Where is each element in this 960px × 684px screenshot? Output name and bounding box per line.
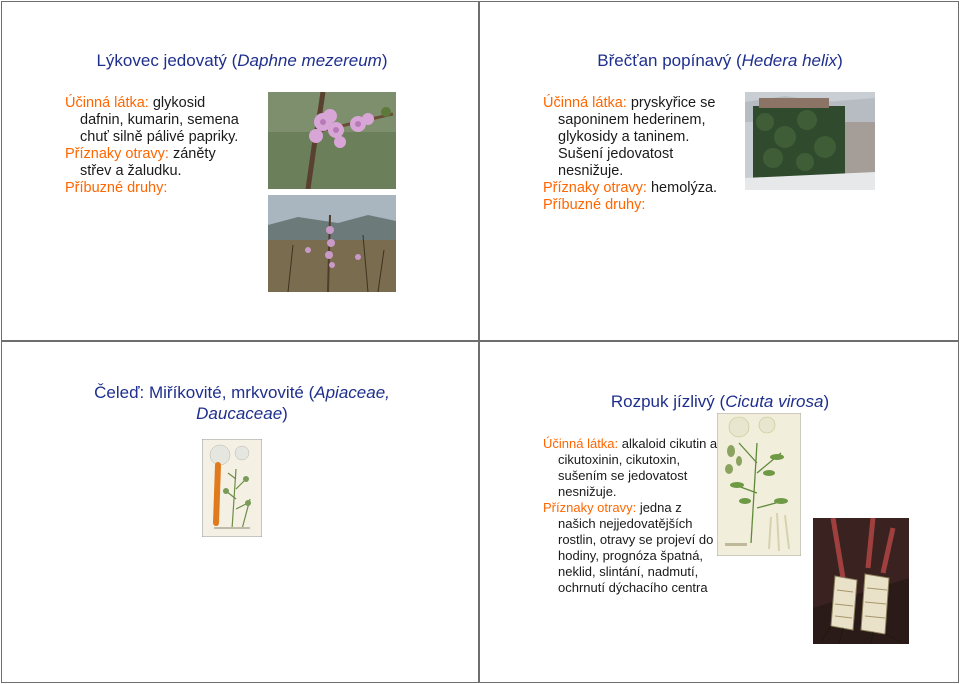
title-text: Rozpuk jízlivý ( (610, 392, 726, 411)
related-label: Příbuzné druhy: (65, 180, 168, 196)
symptoms-text: záněty střev a žaludku. (80, 146, 216, 179)
substance-paragraph (65, 95, 250, 146)
substance-text: alkaloid cikutin a cikutoxinin, cikutoxin, sušením se jedovatost nesnižuje. (558, 436, 718, 499)
daphne-flower-photo (268, 92, 396, 189)
related-paragraph (65, 180, 250, 197)
title-latin: Apiaceae, Daucaceae (196, 383, 390, 423)
title-latin: Hedera helix (741, 51, 838, 70)
ivy-house-photo (745, 92, 875, 190)
slide-apiaceae (1, 341, 479, 683)
related-label: Příbuzné druhy: (543, 197, 646, 213)
substance-text: glykosid dafnin, kumarin, semena chuť silně pálivé papriky. (80, 95, 239, 145)
title-text: Břečťan popínavý ( (597, 51, 742, 70)
slide-title (22, 50, 462, 71)
title-text: Lýkovec jedovatý ( (96, 51, 238, 70)
slide-body (65, 95, 250, 197)
symptoms-text: jedna z našich nejjedovatějších rostlin, otravy se projeví do hodiny, prognóza špatná, neklid, slintání, nadmutí, ochrnutí dýchacího centra (558, 500, 714, 595)
slide-body (543, 95, 723, 214)
substance-label: Účinná látka: (543, 95, 627, 111)
title-text-end: ) (381, 51, 388, 70)
symptoms-paragraph (543, 180, 723, 197)
substance-text: pryskyřice se saponinem hederinem, glykosidy a taninem. Sušení jedovatost nesnižuje. (558, 95, 716, 179)
slide-title (500, 50, 940, 71)
slide-hedera (479, 1, 959, 341)
symptoms-paragraph (65, 146, 250, 180)
slide-body (543, 436, 719, 596)
cicuta-illustration (717, 413, 801, 556)
substance-label: Účinná látka: (543, 436, 619, 451)
daphne-plant-photo (268, 195, 396, 292)
slide-cicuta (479, 341, 959, 683)
related-paragraph (543, 197, 723, 214)
title-latin: Daphne mezereum (237, 51, 382, 70)
title-latin: Cicuta virosa (725, 392, 824, 411)
symptoms-label: Příznaky otravy: (543, 180, 647, 196)
slide-daphne (1, 1, 479, 341)
title-text-end: ) (837, 51, 843, 70)
substance-paragraph (543, 436, 719, 500)
symptoms-label: Příznaky otravy: (543, 500, 637, 515)
title-text-end: ) (282, 404, 288, 423)
substance-label: Účinná látka: (65, 95, 149, 111)
cicuta-root-photo (813, 518, 909, 644)
slide-title (500, 391, 940, 412)
symptoms-text: hemolýza. (646, 180, 718, 196)
title-text-end: ) (823, 392, 830, 411)
symptoms-paragraph (543, 500, 719, 596)
carrot-illustration (202, 439, 262, 537)
symptoms-label: Příznaky otravy: (65, 146, 169, 162)
slide-title (62, 382, 422, 424)
title-text: Čeleď: Miříkovité, mrkvovité ( (94, 383, 315, 402)
substance-paragraph (543, 95, 723, 180)
